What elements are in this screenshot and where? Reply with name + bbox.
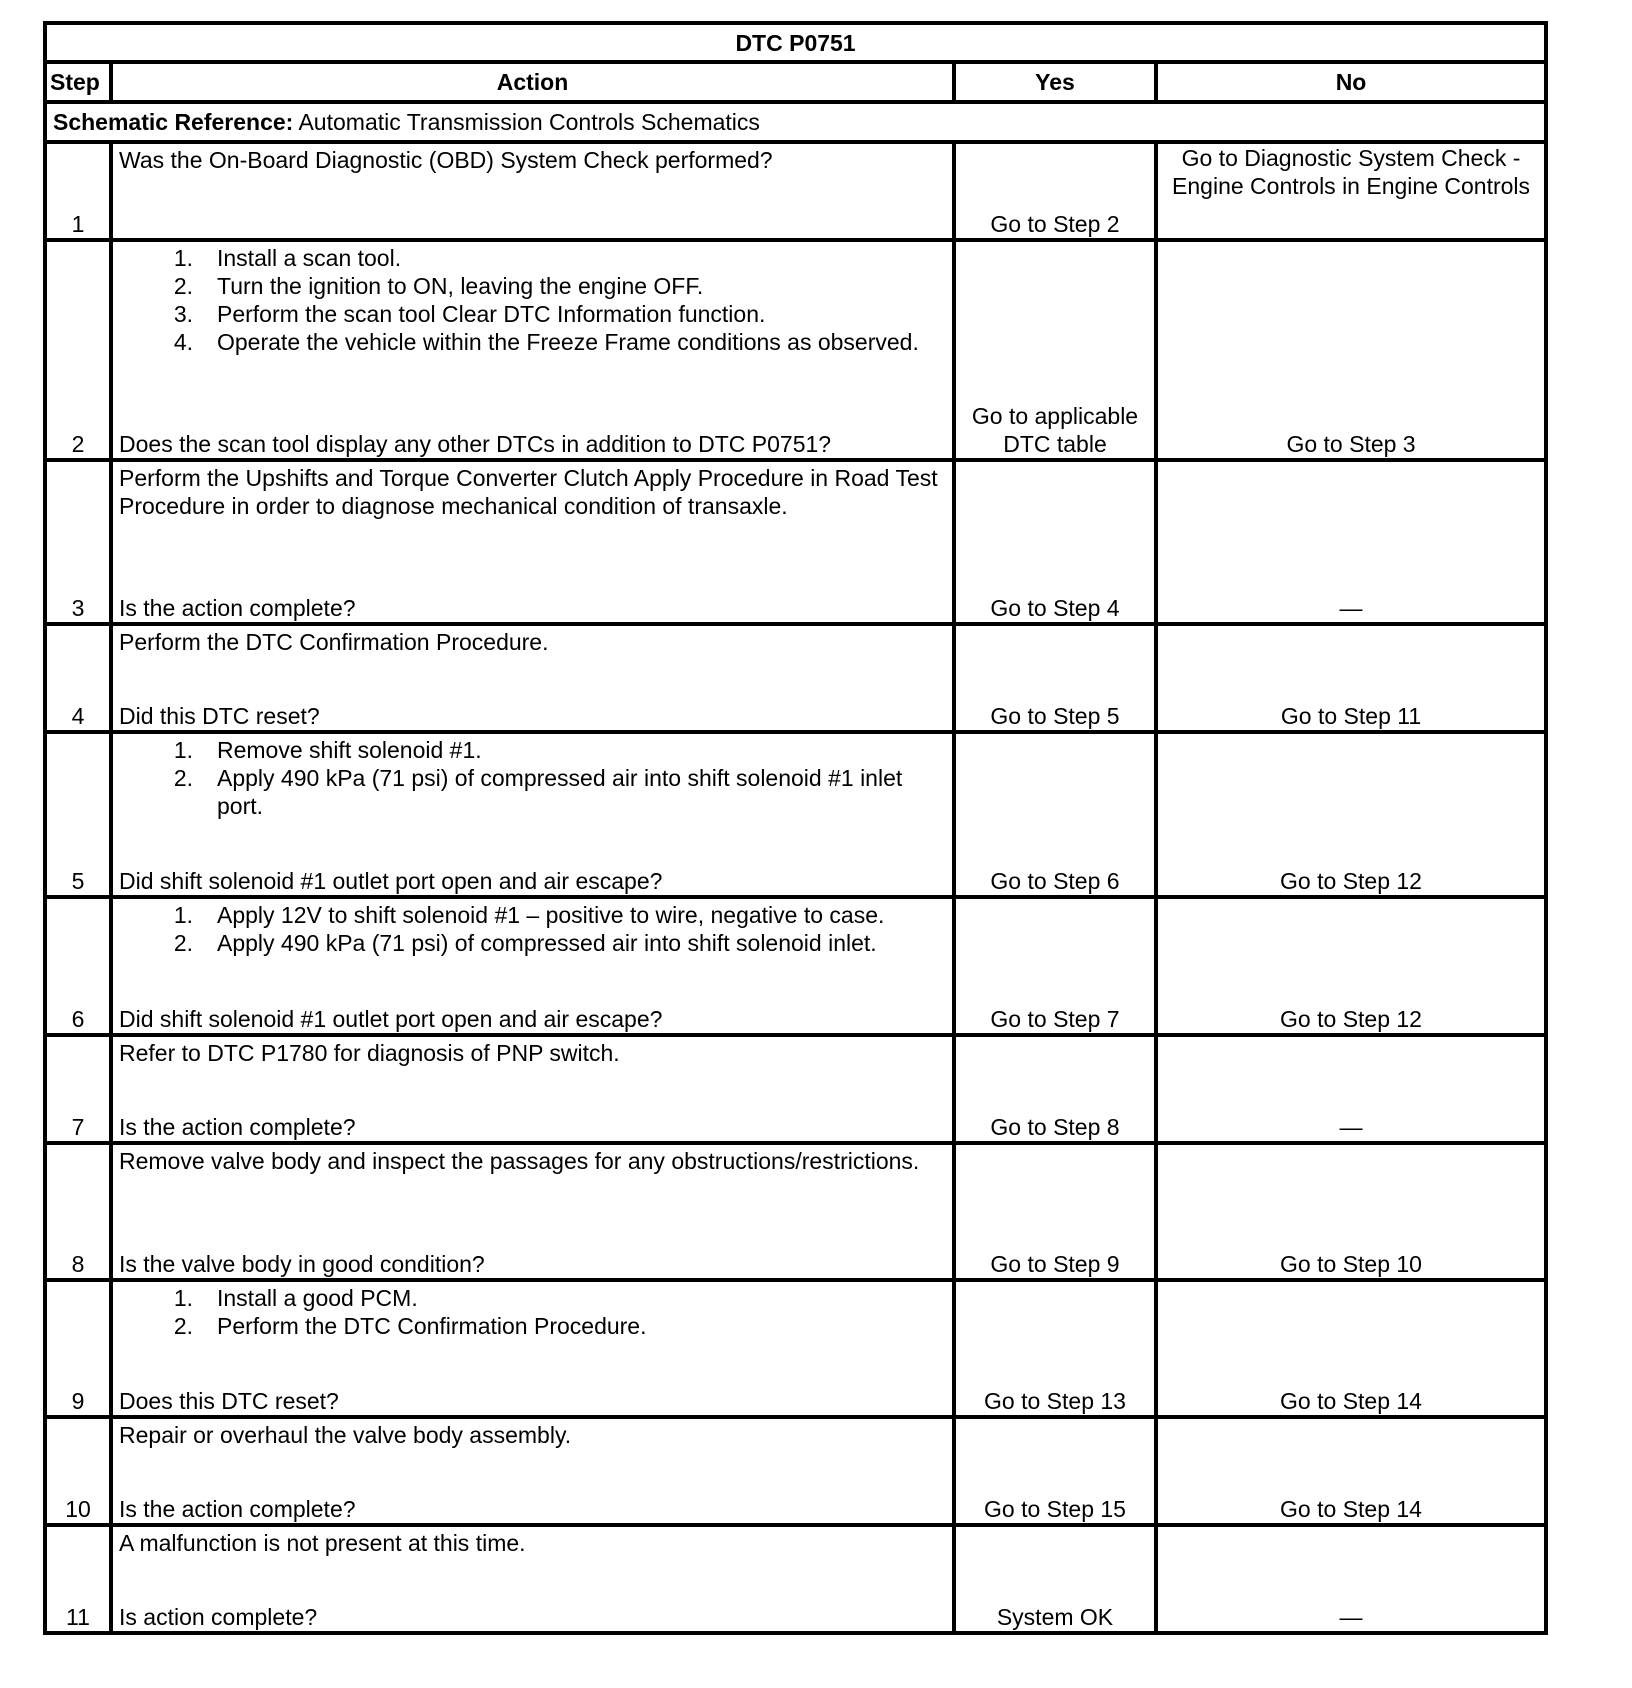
action-step-text: Install a good PCM.: [217, 1285, 418, 1311]
action-question: Is the valve body in good condition?: [119, 1251, 485, 1277]
action-cell: [111, 460, 954, 624]
action-cell: [111, 1035, 954, 1143]
dtc-table: [43, 21, 1548, 1635]
header-no: No: [1156, 62, 1546, 102]
step-number: 8: [45, 1143, 111, 1280]
action-cell: [111, 240, 954, 460]
action-body: [119, 244, 946, 356]
schematic-reference-text: Automatic Transmission Controls Schematics: [298, 109, 760, 135]
step-number: 10: [45, 1417, 111, 1525]
action-step-number: 3.: [173, 301, 193, 327]
yes-result: Go to Step 2: [954, 142, 1156, 240]
action-cell: [111, 1525, 954, 1633]
step-number: 2: [45, 240, 111, 460]
yes-result: Go to Step 15: [954, 1417, 1156, 1525]
action-question: Did this DTC reset?: [119, 703, 320, 729]
action-text: Remove valve body and inspect the passages for any obstructions/restrictions.: [119, 1148, 920, 1174]
action-body: [119, 1284, 946, 1340]
action-content: [119, 1529, 946, 1631]
action-step-item: [119, 1312, 946, 1340]
action-body: [119, 1039, 946, 1067]
action-question: Does the scan tool display any other DTCs in addition to DTC P0751?: [119, 431, 832, 457]
no-result: Go to Diagnostic System Check - Engine Controls in Engine Controls: [1156, 142, 1546, 240]
action-text: Perform the DTC Confirmation Procedure.: [119, 629, 549, 655]
schematic-reference: [45, 102, 1546, 142]
action-text: Was the On-Board Diagnostic (OBD) System Check performed?: [119, 147, 773, 173]
no-result: Go to Step 12: [1156, 732, 1546, 897]
action-step-text: Perform the scan tool Clear DTC Information function.: [217, 301, 766, 327]
no-result: —: [1156, 1035, 1546, 1143]
action-content: [119, 1147, 946, 1278]
header-yes: Yes: [954, 62, 1156, 102]
action-body: [119, 464, 946, 520]
action-steps-list: [119, 736, 946, 820]
action-steps-list: [119, 901, 946, 957]
no-result: Go to Step 14: [1156, 1280, 1546, 1417]
action-question: Is the action complete?: [119, 1496, 356, 1522]
yes-result: Go to Step 5: [954, 624, 1156, 732]
yes-result: Go to Step 4: [954, 460, 1156, 624]
step-number: 3: [45, 460, 111, 624]
table-row: [45, 1035, 1546, 1143]
action-step-item: [119, 736, 946, 764]
action-step-text: Operate the vehicle within the Freeze Frame conditions as observed.: [217, 329, 919, 355]
action-step-text: Apply 490 kPa (71 psi) of compressed air into shift solenoid inlet.: [217, 930, 877, 956]
yes-result: Go to applicable DTC table: [954, 240, 1156, 460]
action-cell: [111, 897, 954, 1035]
table-row: [45, 240, 1546, 460]
table-row: [45, 1525, 1546, 1633]
yes-result: Go to Step 9: [954, 1143, 1156, 1280]
action-body: [119, 1147, 946, 1175]
step-number: 4: [45, 624, 111, 732]
action-step-number: 2.: [173, 930, 193, 956]
action-question: Is the action complete?: [119, 1114, 356, 1140]
no-result: Go to Step 3: [1156, 240, 1546, 460]
table-row: [45, 142, 1546, 240]
action-step-text: Apply 490 kPa (71 psi) of compressed air into shift solenoid #1 inlet port.: [217, 765, 903, 819]
action-body: [119, 901, 946, 957]
action-step-number: 2.: [173, 1313, 193, 1339]
step-number: 11: [45, 1525, 111, 1633]
table-row: [45, 624, 1546, 732]
action-content: [119, 464, 946, 622]
action-content: [119, 1421, 946, 1523]
action-step-number: 1.: [173, 737, 193, 763]
action-content: [119, 146, 946, 238]
no-result: Go to Step 12: [1156, 897, 1546, 1035]
table-row: [45, 460, 1546, 624]
step-number: 9: [45, 1280, 111, 1417]
action-step-text: Apply 12V to shift solenoid #1 – positive to wire, negative to case.: [217, 902, 885, 928]
action-body: [119, 1421, 946, 1449]
action-step-item: [119, 764, 946, 820]
yes-result: Go to Step 13: [954, 1280, 1156, 1417]
no-result: Go to Step 10: [1156, 1143, 1546, 1280]
action-step-number: 1.: [173, 1285, 193, 1311]
action-step-number: 2.: [173, 765, 193, 791]
action-steps-list: [119, 244, 946, 356]
action-step-item: [119, 901, 946, 929]
header-action: Action: [111, 62, 954, 102]
action-text: A malfunction is not present at this time.: [119, 1530, 526, 1556]
yes-result: Go to Step 7: [954, 897, 1156, 1035]
no-result: Go to Step 14: [1156, 1417, 1546, 1525]
action-step-item: [119, 1284, 946, 1312]
action-content: [119, 901, 946, 1033]
schematic-reference-label: Schematic Reference:: [53, 109, 294, 135]
no-result: —: [1156, 460, 1546, 624]
table-title: DTC P0751: [45, 23, 1546, 62]
action-content: [119, 1284, 946, 1415]
action-step-number: 1.: [173, 245, 193, 271]
action-text: Refer to DTC P1780 for diagnosis of PNP switch.: [119, 1040, 620, 1066]
action-step-item: [119, 300, 946, 328]
action-cell: [111, 1280, 954, 1417]
no-result: Go to Step 11: [1156, 624, 1546, 732]
action-step-number: 2.: [173, 273, 193, 299]
action-content: [119, 1039, 946, 1141]
action-body: [119, 146, 946, 174]
yes-result: Go to Step 6: [954, 732, 1156, 897]
yes-result: Go to Step 8: [954, 1035, 1156, 1143]
action-step-number: 4.: [173, 329, 193, 355]
action-content: [119, 244, 946, 458]
action-cell: [111, 624, 954, 732]
action-content: [119, 628, 946, 730]
action-question: Does this DTC reset?: [119, 1388, 339, 1414]
action-body: [119, 1529, 946, 1557]
action-cell: [111, 732, 954, 897]
action-step-item: [119, 244, 946, 272]
table-row: [45, 1417, 1546, 1525]
action-content: [119, 736, 946, 895]
action-step-item: [119, 929, 946, 957]
action-cell: [111, 142, 954, 240]
action-question: Did shift solenoid #1 outlet port open and air escape?: [119, 868, 663, 894]
action-step-text: Install a scan tool.: [217, 245, 402, 271]
table-row: [45, 732, 1546, 897]
action-body: [119, 628, 946, 656]
no-result: —: [1156, 1525, 1546, 1633]
action-cell: [111, 1143, 954, 1280]
action-step-text: Perform the DTC Confirmation Procedure.: [217, 1313, 647, 1339]
action-text: Perform the Upshifts and Torque Converter Clutch Apply Procedure in Road Test Procedure in order to diagnose mechanical condition of transaxle.: [119, 465, 938, 519]
action-question: Did shift solenoid #1 outlet port open and air escape?: [119, 1006, 663, 1032]
yes-result: System OK: [954, 1525, 1156, 1633]
table-row: [45, 897, 1546, 1035]
action-question: Is action complete?: [119, 1604, 318, 1630]
action-step-item: [119, 272, 946, 300]
header-step: Step: [45, 62, 111, 102]
action-step-number: 1.: [173, 902, 193, 928]
action-question: Is the action complete?: [119, 595, 356, 621]
action-step-text: Turn the ignition to ON, leaving the engine OFF.: [217, 273, 704, 299]
action-steps-list: [119, 1284, 946, 1340]
step-number: 1: [45, 142, 111, 240]
step-number: 7: [45, 1035, 111, 1143]
action-step-item: [119, 328, 946, 356]
step-number: 5: [45, 732, 111, 897]
action-text: Repair or overhaul the valve body assembly.: [119, 1422, 572, 1448]
action-step-text: Remove shift solenoid #1.: [217, 737, 482, 763]
action-cell: [111, 1417, 954, 1525]
table-row: [45, 1280, 1546, 1417]
step-number: 6: [45, 897, 111, 1035]
table-row: [45, 1143, 1546, 1280]
action-body: [119, 736, 946, 820]
